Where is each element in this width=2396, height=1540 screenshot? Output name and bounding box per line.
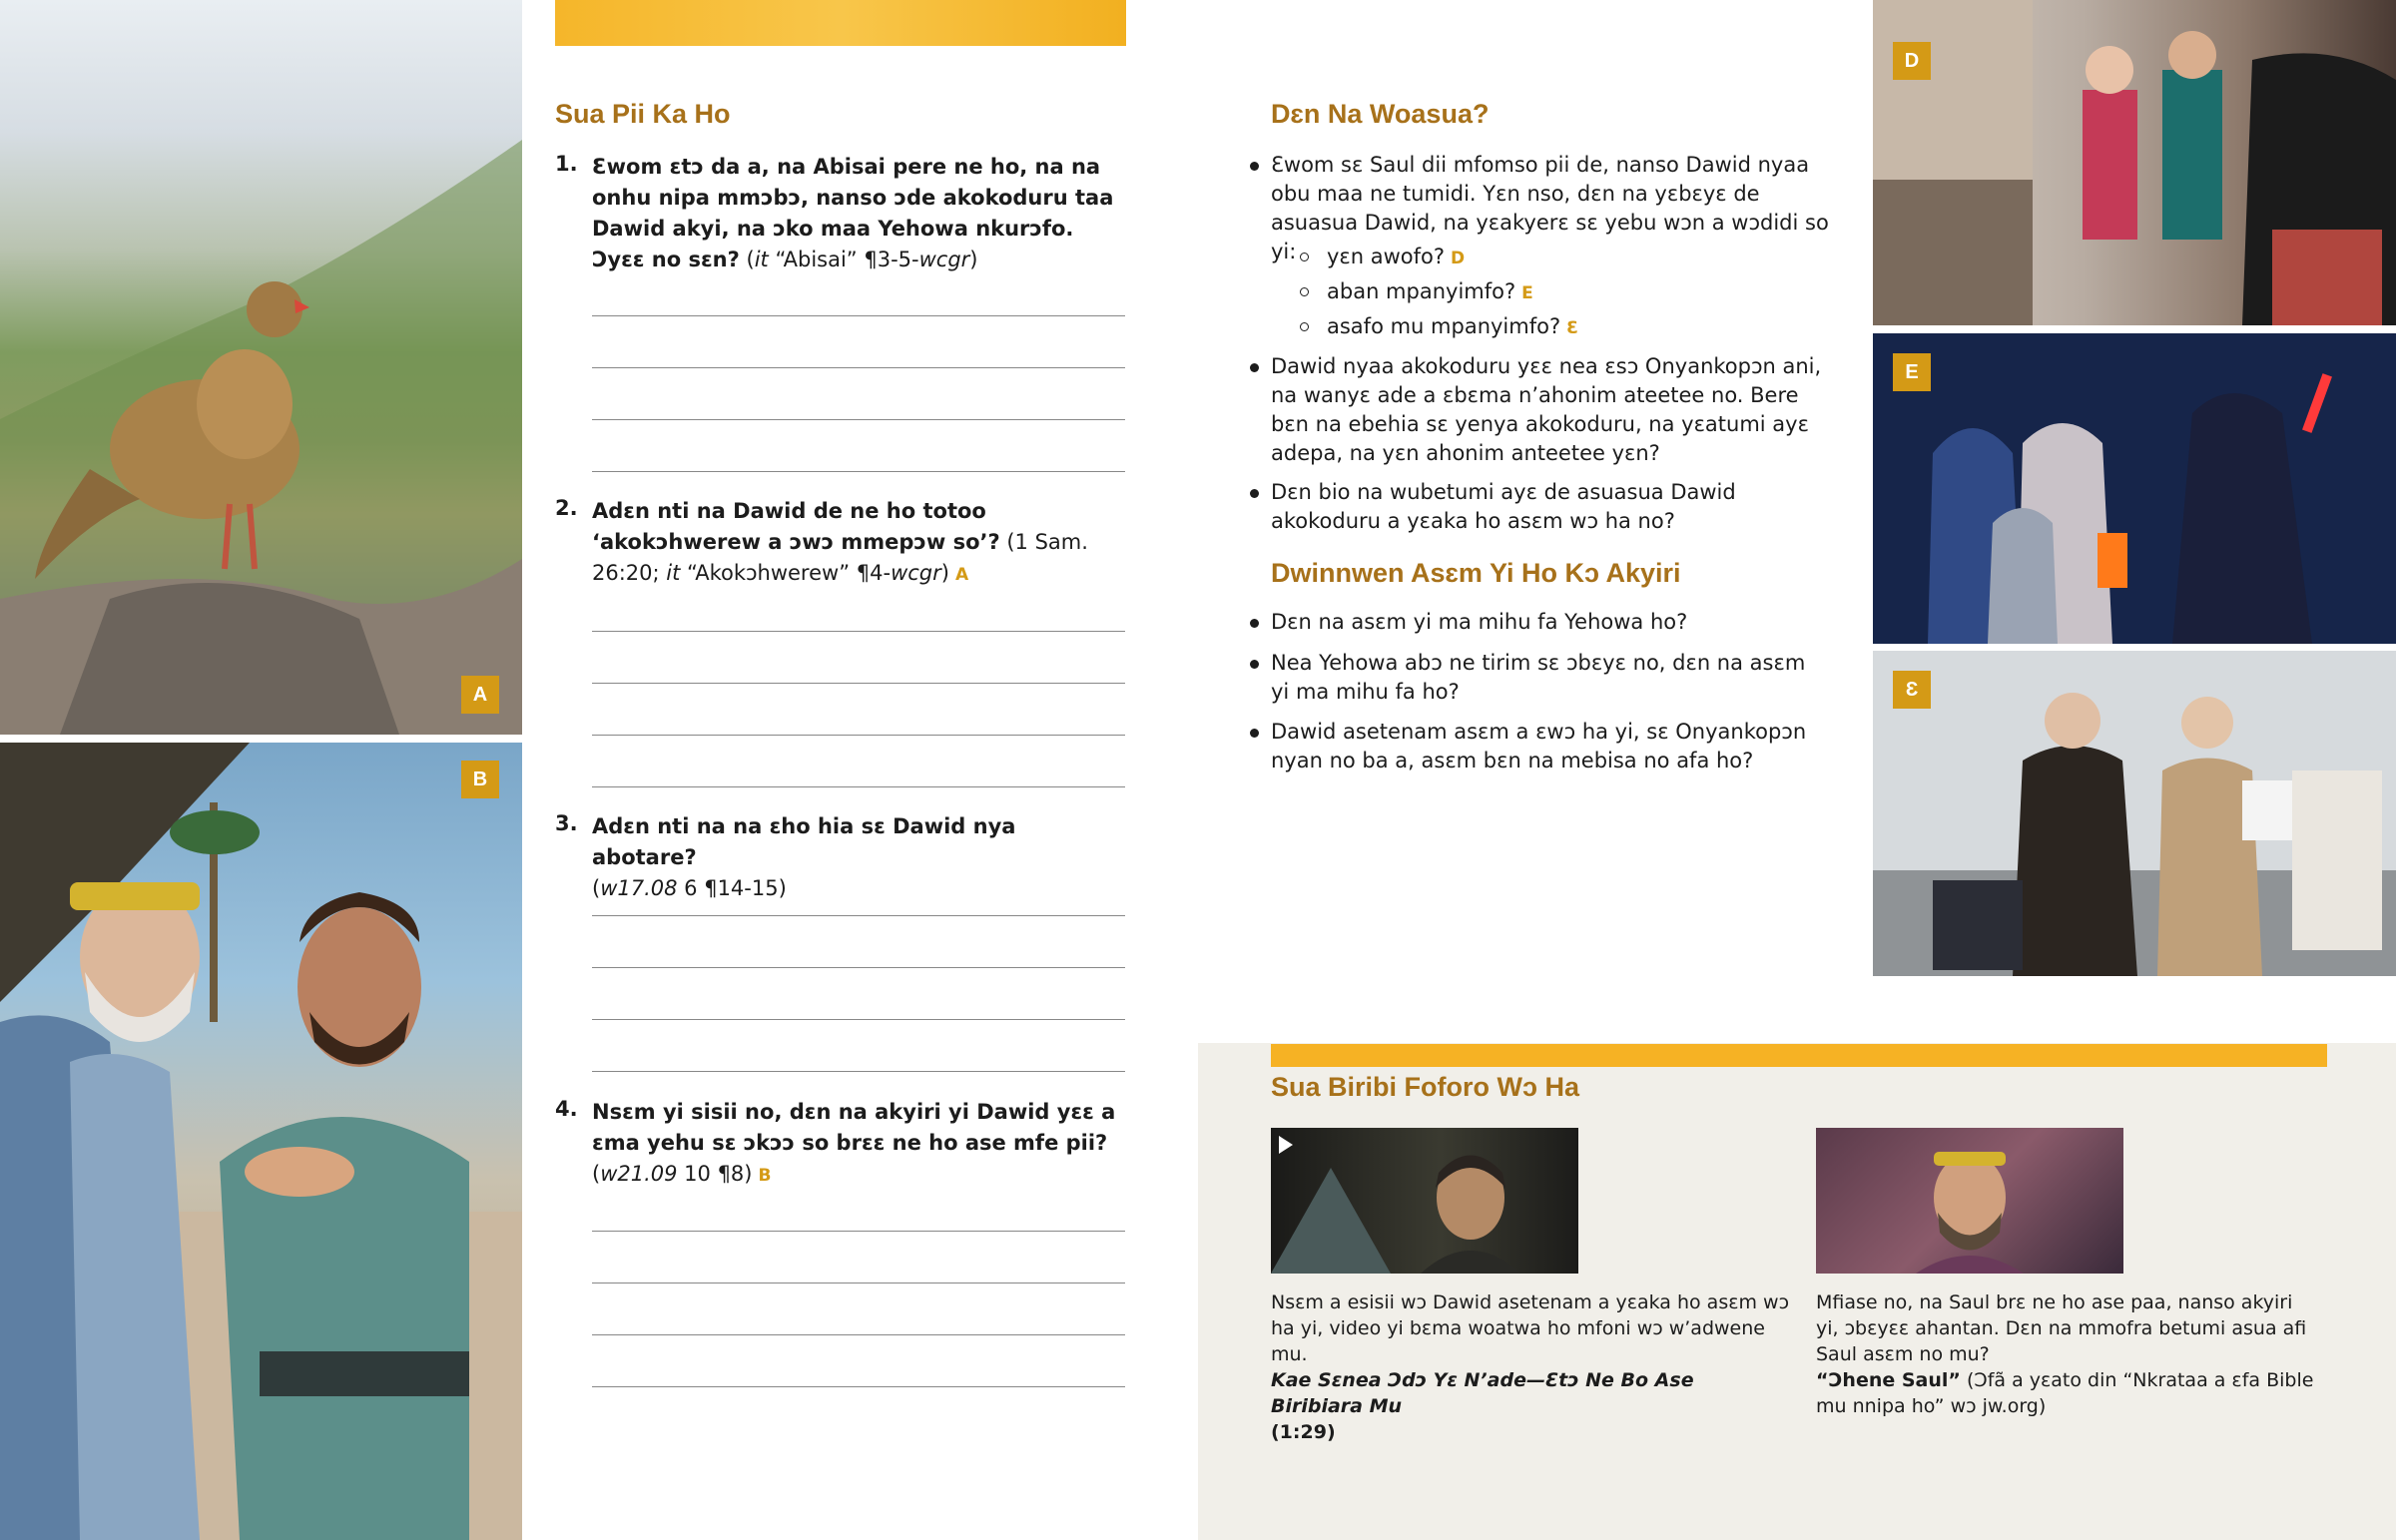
header-decorative-bar bbox=[555, 0, 1126, 46]
answer-line[interactable] bbox=[592, 367, 1125, 368]
answer-line[interactable] bbox=[592, 631, 1125, 632]
video-still-illustration bbox=[1271, 1128, 1578, 1274]
article-thumbnail[interactable] bbox=[1816, 1128, 2123, 1274]
section-heading-reflect: Dwinnwen Asɛm Yi Ho Kɔ Akyiri bbox=[1271, 558, 1681, 588]
image-label-d: D bbox=[1893, 42, 1931, 80]
video-duration: (1:29) bbox=[1271, 1421, 1336, 1443]
answer-line[interactable] bbox=[592, 967, 1125, 968]
article-note: (Ɔfã a yɛato din “Nkrataa a ɛfa Bible mu nnipa ho” wɔ jw.org) bbox=[1816, 1369, 2314, 1417]
family-kitchen-illustration bbox=[1873, 0, 2396, 325]
king-saul-illustration bbox=[1816, 1128, 2123, 1274]
think-item: Dawid asetenam asɛm a ɛwɔ ha yi, sɛ Onyankopɔn nyan no ba a, asɛm bɛn na mebisa no afa ho? bbox=[1271, 718, 1830, 775]
answer-line[interactable] bbox=[592, 1019, 1125, 1020]
think-item: Nea Yehowa abɔ ne tirim sɛ ɔbɛyɛ no, dɛn na asɛm yi ma mihu fa ho? bbox=[1271, 649, 1830, 707]
question-reference: (w21.09 10 ¶8) bbox=[592, 1162, 753, 1186]
section-heading-more: Sua Biribi Foforo Wɔ Ha bbox=[1271, 1072, 1580, 1102]
answer-line[interactable] bbox=[592, 315, 1125, 316]
bullet-text: Dawid nyaa akokoduru yɛɛ nea ɛsɔ Onyankopɔn ani, na wanyɛ ade a ɛbɛma n’ahonim ateetee no. Bere bɛn na ebehia sɛ yenya akokoduru, na yɛatumi ayɛ adepa, na yɛn ahonim anteetee yɛn? bbox=[1271, 354, 1822, 465]
image-ref-letter: Ɛ bbox=[1566, 318, 1578, 338]
play-icon[interactable] bbox=[1279, 1136, 1293, 1154]
video-caption bbox=[1271, 1289, 1790, 1445]
answer-line[interactable] bbox=[592, 735, 1125, 736]
bullet-courage bbox=[1271, 352, 1840, 468]
answer-line[interactable] bbox=[592, 1334, 1125, 1335]
question-4 bbox=[592, 1097, 1121, 1192]
bullet-text: Ɛwom sɛ Saul dii mfomso pii de, nanso Dawid nyaa obu maa ne tumidi. Yɛn nso, dɛn na yɛbɛyɛ de asuasua Dawid, na yɛakyerɛ sɛ yebu wɔn a wɔdidi so yi: bbox=[1271, 153, 1829, 263]
sub-item-parents: yɛn awofo? D bbox=[1327, 243, 1465, 273]
saul-david-illustration bbox=[0, 743, 522, 1540]
question-2 bbox=[592, 496, 1121, 591]
sub-item-elders: asafo mu mpanyimfo? Ɛ bbox=[1327, 312, 1578, 343]
image-label-b: B bbox=[461, 761, 499, 798]
video-description: Nsɛm a esisii wɔ Dawid asetenam a yɛaka ho asɛm wɔ ha yi, video yi bɛma woatwa ho mfoni wɔ w’adwene mu. bbox=[1271, 1291, 1790, 1365]
sub-item-government: aban mpanyimfo? E bbox=[1327, 277, 1533, 308]
airport-illustration bbox=[1873, 651, 2396, 976]
image-label-e: E bbox=[1893, 353, 1931, 391]
answer-line[interactable] bbox=[592, 1071, 1125, 1072]
question-text: Adɛn nti na Dawid de ne ho totoo ‘akokɔhwerew a ɔwɔ mmepɔw so’? bbox=[592, 499, 1000, 554]
night-rain-illustration bbox=[1873, 333, 2396, 644]
photo-family-kitchen bbox=[1873, 0, 2396, 325]
image-label-a: A bbox=[461, 676, 499, 714]
image-ref-letter: A bbox=[954, 565, 969, 585]
photo-airport-witnessing bbox=[1873, 651, 2396, 976]
illustration-saul-david bbox=[0, 743, 522, 1540]
question-reference: (w17.08 6 ¶14-15) bbox=[592, 876, 787, 900]
bullet-imitate bbox=[1271, 478, 1840, 536]
question-number: 4. bbox=[555, 1097, 578, 1121]
question-text: Adɛn nti na na ɛho hia sɛ Dawid nya abotare? bbox=[592, 814, 1016, 869]
image-label-eps: Ɛ bbox=[1893, 671, 1931, 709]
question-reference: (1 Sam. 26:20; it “Akokɔhwerew” ¶4-wcgr) bbox=[592, 530, 1088, 585]
image-ref-letter: B bbox=[758, 1166, 772, 1186]
article-description: Mfiase no, na Saul brɛ ne ho ase paa, nanso akyiri yi, ɔbɛyɛɛ ahantan. Dɛn na mmofra betumi asua afi Saul asɛm no mu? bbox=[1816, 1291, 2307, 1365]
think-item: Dɛn na asɛm yi ma mihu fa Yehowa ho? bbox=[1271, 608, 1840, 637]
question-reference: (it “Abisai” ¶3-5-wcgr) bbox=[746, 248, 978, 271]
answer-line[interactable] bbox=[592, 471, 1125, 472]
image-ref-letter: D bbox=[1451, 249, 1466, 268]
answer-line[interactable] bbox=[592, 915, 1125, 916]
photo-partridge bbox=[0, 0, 522, 735]
answer-line[interactable] bbox=[592, 683, 1125, 684]
video-title[interactable]: Kae Sɛnea Ɔdɔ Yɛ N’ade—Ɛtɔ Ne Bo Ase Biribiara Mu bbox=[1271, 1369, 1694, 1417]
article-title[interactable]: “Ɔhene Saul” bbox=[1816, 1369, 1961, 1391]
question-number: 3. bbox=[555, 811, 578, 835]
answer-line[interactable] bbox=[592, 1386, 1125, 1387]
answer-line[interactable] bbox=[592, 786, 1125, 787]
panel-accent-bar bbox=[1271, 1044, 2327, 1067]
question-text: Ɛwom ɛtɔ da a, na Abisai pere ne ho, na na onhu nipa mmɔbɔ, nanso ɔde akokoduru taa Dawid akyi, na ɔko maa Yehowa nkurɔfo. Ɔyɛɛ no sɛn? bbox=[592, 155, 1114, 271]
section-heading-study: Sua Pii Ka Ho bbox=[555, 99, 731, 129]
question-1 bbox=[592, 152, 1121, 275]
photo-night-rain bbox=[1873, 333, 2396, 644]
article-caption bbox=[1816, 1289, 2315, 1419]
image-ref-letter: E bbox=[1521, 283, 1533, 303]
question-text: Nsɛm yi sisii no, dɛn na akyiri yi Dawid yɛɛ a ɛma yehu sɛ ɔkɔɔ so brɛɛ ne ho ase mfe pii? bbox=[592, 1100, 1116, 1155]
video-thumbnail[interactable] bbox=[1271, 1128, 1578, 1274]
section-heading-learned: Dɛn Na Woasua? bbox=[1271, 99, 1490, 129]
question-3 bbox=[592, 811, 1121, 904]
answer-line[interactable] bbox=[592, 419, 1125, 420]
question-number: 2. bbox=[555, 496, 578, 520]
question-number: 1. bbox=[555, 152, 578, 176]
answer-line[interactable] bbox=[592, 1231, 1125, 1232]
bullet-text: Dɛn bio na wubetumi ayɛ de asuasua Dawid akokoduru a yɛaka ho asɛm wɔ ha no? bbox=[1271, 480, 1736, 533]
partridge-illustration bbox=[0, 0, 522, 735]
